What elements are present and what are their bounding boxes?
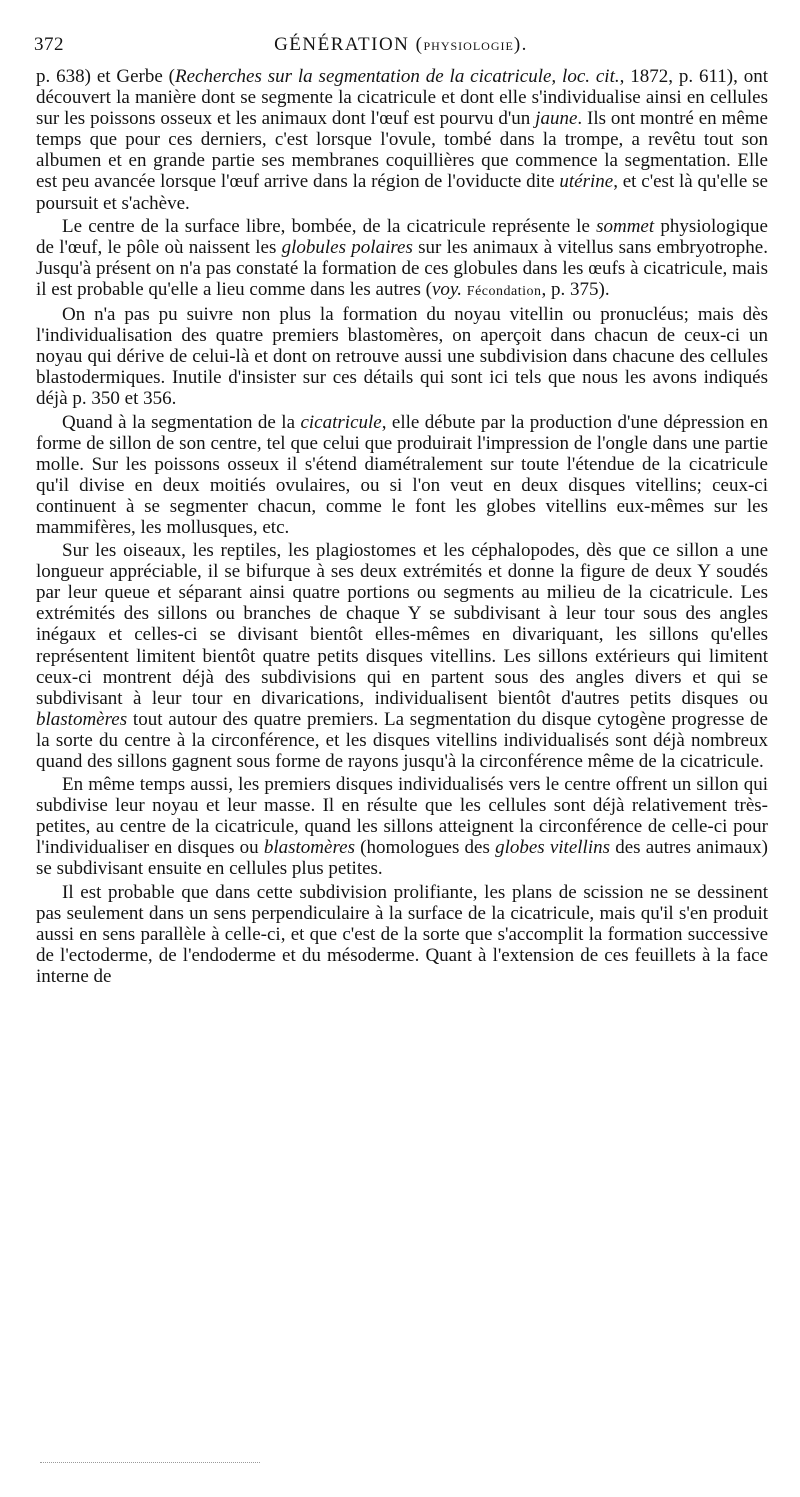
paragraph-6-text-2: (homologues des (354, 837, 496, 859)
running-title-open: ( (409, 34, 424, 55)
paragraph-1-italic-3: utérine (559, 171, 614, 193)
paragraph-1-text-2: , 1872, p. 611), ont découvert la manière dont se segmente la cicatricule et dont elle s'individualise ainsi en cellules sur les poissons osseux et les animaux dont l'œuf est pourvu d'un (36, 66, 769, 130)
paragraph-5-text-1: Sur les oiseaux, les reptiles, les plagiostomes et les céphalopodes, dès que ce sillon a une longueur appréciable, il se bifurque à ses deux extrémités et donne la figure de deux Y soudés par leur queue et séparant ainsi quatre portions ou segments au milieu de la cicatricule. Les extrémités des sillons ou branches de chaque Y se subdivisant à leur tour sous des angles inégaux et celles-ci se divisant bientôt elles-mêmes en divariquant, les sillons qu'elles représentent limitent bientôt quatre petits disques vitellins. Les sillons extérieurs qui limitent ceux-ci montrent déjà des subdivisions qui en partent sous des angles divers et qui se subdivisant à leur tour en divarications, individualisent bientôt d'autres petits disques ou (36, 540, 768, 709)
paragraph-4-text-1: Quand à la segmentation de la (62, 411, 301, 433)
paragraph-6-text-1: En même temps aussi, les premiers disques individualisés vers le centre offrent un sillon qui subdivise leur noyau et leur masse. Il en résulte que les cellules sont déjà relativement très-petites, au centre de la cicatricule, quand les sillons atteignent la circonférence de celle-ci pour l'individualiser en disques ou (36, 774, 768, 859)
paragraph-1-text-3: . Ils ont montré en même temps que pour ces derniers, c'est lorsque l'ovule, tombé dans la trompe, a revêtu tout son albumen et en grande partie ses membranes coquillières que commence la segmentation. Elle est peu avancée lorsque l'œuf arrive dans la région de l'oviducte dite (36, 108, 768, 193)
page-number: 372 (34, 34, 64, 55)
paragraph-6-italic-1: blastomères (263, 837, 355, 859)
paragraph-6 (36, 774, 768, 879)
paragraph-6-italic-2: globes vitellins (495, 837, 611, 859)
paragraph-2-text-5: , p. 375). (541, 278, 610, 300)
page-header (34, 34, 768, 58)
paragraph-1 (36, 66, 768, 214)
paragraph-4 (36, 412, 768, 539)
running-title-close: ). (513, 34, 528, 55)
footer-dotted-rule (40, 1462, 260, 1463)
paragraph-2-smallcaps-1: Fécondation (466, 283, 542, 299)
paragraph-1-italic-1: Recherches sur la segmentation de la cicatricule, loc. cit. (175, 66, 620, 87)
paragraph-2-italic-3: voy. (431, 278, 463, 300)
running-title-main: GÉNÉRATION (274, 34, 410, 55)
paragraph-6-text-3: des autres animaux) se subdivisant ensuite en cellules plus petites. (36, 837, 769, 880)
paragraph-7 (36, 882, 768, 987)
paragraph-2-text-1: Le centre de la surface libre, bombée, de la cicatricule représente le (62, 215, 597, 237)
paragraph-2-text-2: physiologique de l'œuf, le pôle où naissent les (36, 215, 768, 258)
paragraph-5-italic-1: blastomères (36, 708, 128, 730)
paragraph-5 (36, 540, 768, 772)
paragraph-1-italic-2: jaune (535, 108, 578, 130)
running-title (34, 34, 768, 56)
paragraph-3-text-1: On n'a pas pu suivre non plus la formation du noyau vitellin ou pronucléus; mais dès l'individualisation des quatre premiers blastomères, on aperçoit dans chacun de ceux-ci un noyau qui dérive de celui-là et dont on retrouve aussi une subdivision dans chacune des cellules blastodermiques. Inutile d'insister sur ces détails qui sont ici tels que nous les avons indiqués déjà p. 350 et 356. (36, 304, 768, 410)
paragraph-1-text-1: p. 638) et Gerbe ( (36, 66, 176, 87)
paragraph-5-text-2: tout autour des quatre premiers. La segmentation du disque cytogène progresse de la sorte du centre à la circonférence, et les disques vitellins individualisés sont déjà nombreux quand des sillons gagnent sous forme de rayons jusqu'à la circonférence même de la cicatricule. (36, 708, 768, 772)
paragraph-3 (36, 304, 768, 409)
paragraph-2-italic-1: sommet (596, 215, 655, 237)
body-text (36, 66, 768, 989)
paragraph-4-text-2: , elle débute par la production d'une dépression en forme de sillon de son centre, tel que celui que produirait l'impression de l'ongle dans une partie molle. Sur les poissons osseux il s'étend diamétralement sur toute l'étendue de la cicatricule qu'il divise en deux moitiés ovulaires, ou si l'on veut en deux disques vitellins; ceux-ci continuent à se segmenter chacun, comme le font les globes vitellins eux-mêmes sur les mammifères, les mollusques, etc. (36, 411, 768, 538)
paragraph-1-text-4: , et c'est là qu'elle se poursuit et s'achève. (36, 171, 768, 214)
paragraph-2-italic-2: globules polaires (281, 236, 413, 258)
paragraph-2 (36, 216, 768, 302)
paragraph-4-italic-1: cicatricule (300, 411, 382, 433)
running-title-sub: PHYSIOLOGIE (423, 39, 514, 53)
paragraph-7-text-1: Il est probable que dans cette subdivision prolifiante, les plans de scission ne se dessinent pas seulement dans un sens perpendiculaire à la surface de la cicatricule, mais qu'il s'en produit aussi en sens parallèle à celle-ci, et que c'est de la sorte que s'accomplit la formation successive de l'ectoderme, de l'endoderme et du mésoderme. Quant à l'extension de ces feuillets à la face interne de (36, 881, 768, 987)
paragraph-2-text-3: sur les animaux à vitellus sans embryotrophe. Jusqu'à présent on n'a pas constaté la formation de ces globules dans les œufs à cicatricule, mais il est probable qu'elle a lieu comme dans les autres ( (36, 236, 768, 300)
